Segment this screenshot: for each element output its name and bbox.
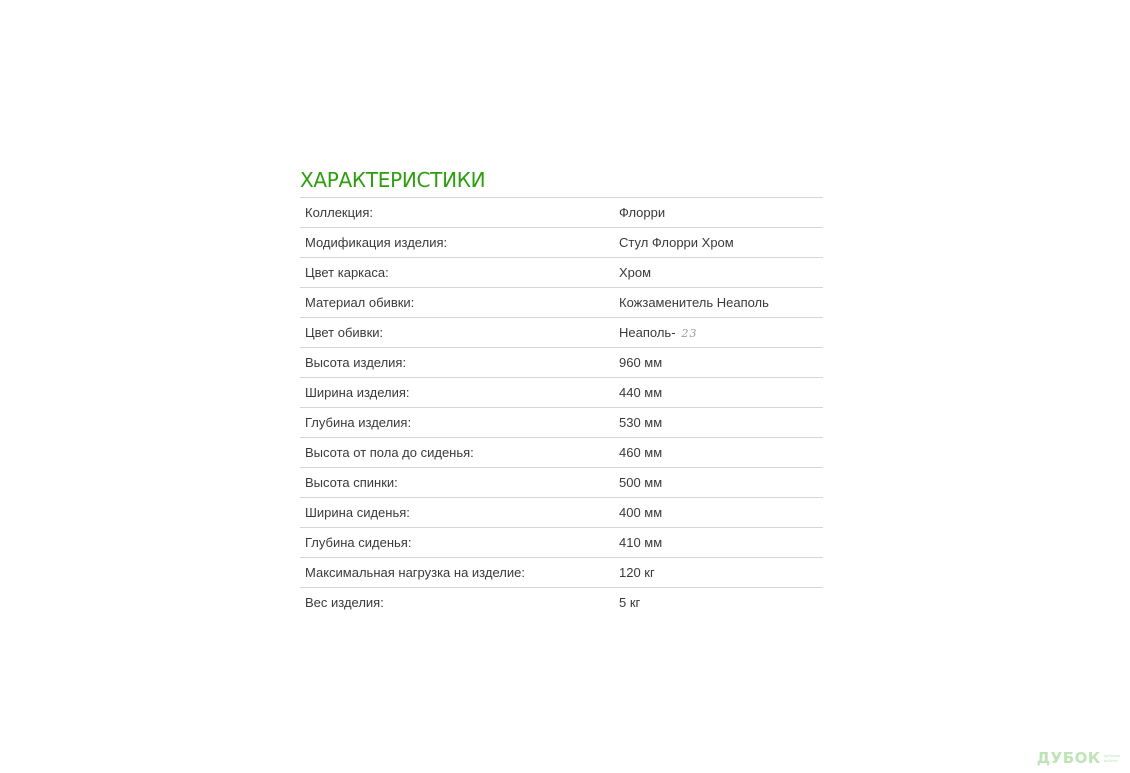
spec-value: 410 мм [619, 535, 663, 550]
spec-value: 400 мм [619, 505, 663, 520]
spec-label: Глубина сиденья: [305, 535, 412, 550]
spec-row-modification [300, 228, 823, 258]
spec-label: Вес изделия: [305, 595, 384, 610]
brand-subtitle [1104, 753, 1120, 763]
spec-row-depth [300, 408, 823, 438]
spec-row-seat-height [300, 438, 823, 468]
spec-value: 120 кг [619, 565, 655, 580]
spec-row-backrest-height [300, 468, 823, 498]
spec-label: Материал обивки: [305, 295, 415, 310]
spec-row-upholstery-material [300, 288, 823, 318]
spec-label: Модификация изделия: [305, 235, 448, 250]
spec-label: Высота от пола до сиденья: [305, 445, 474, 460]
spec-value: 460 мм [619, 445, 663, 460]
spec-value-text: Неаполь- [619, 325, 676, 340]
spec-value: 5 кг [619, 595, 641, 610]
spec-value: 500 мм [619, 475, 663, 490]
brand-subtitle-line: мебели [1103, 758, 1118, 763]
spec-row-seat-width [300, 498, 823, 528]
spec-label: Глубина изделия: [305, 415, 412, 430]
spec-value: Кожзаменитель Неаполь [619, 295, 769, 310]
spec-label: Высота спинки: [305, 475, 398, 490]
spec-row-seat-depth [300, 528, 823, 558]
handwritten-note: 23 [681, 327, 698, 340]
spec-label: Ширина сиденья: [305, 505, 410, 520]
spec-row-upholstery-color [300, 318, 823, 348]
spec-label: Ширина изделия: [305, 385, 410, 400]
spec-label: Максимальная нагрузка на изделие: [305, 565, 525, 580]
spec-row-frame-color [300, 258, 823, 288]
spec-label: Цвет каркаса: [305, 265, 389, 280]
spec-row-max-load [300, 558, 823, 588]
specifications-table [300, 197, 823, 617]
spec-value: Стул Флорри Хром [619, 235, 734, 250]
spec-row-width [300, 378, 823, 408]
brand-watermark [1037, 749, 1120, 767]
spec-value: Хром [619, 265, 652, 280]
spec-label: Коллекция: [305, 205, 373, 220]
spec-value [619, 325, 823, 340]
spec-value: 440 мм [619, 385, 663, 400]
spec-row-height [300, 348, 823, 378]
brand-name: ДУБОК [1036, 749, 1101, 767]
brand-subtitle-line: фабрика [1103, 753, 1120, 758]
specifications-section [300, 165, 823, 617]
spec-label: Цвет обивки: [305, 325, 384, 340]
spec-row-collection [300, 198, 823, 228]
spec-value: 960 мм [619, 355, 663, 370]
spec-row-weight [300, 588, 823, 617]
specifications-title: ХАРАКТЕРИСТИКИ [300, 168, 486, 192]
spec-label: Высота изделия: [305, 355, 407, 370]
spec-value: 530 мм [619, 415, 663, 430]
spec-value: Флорри [619, 205, 666, 220]
